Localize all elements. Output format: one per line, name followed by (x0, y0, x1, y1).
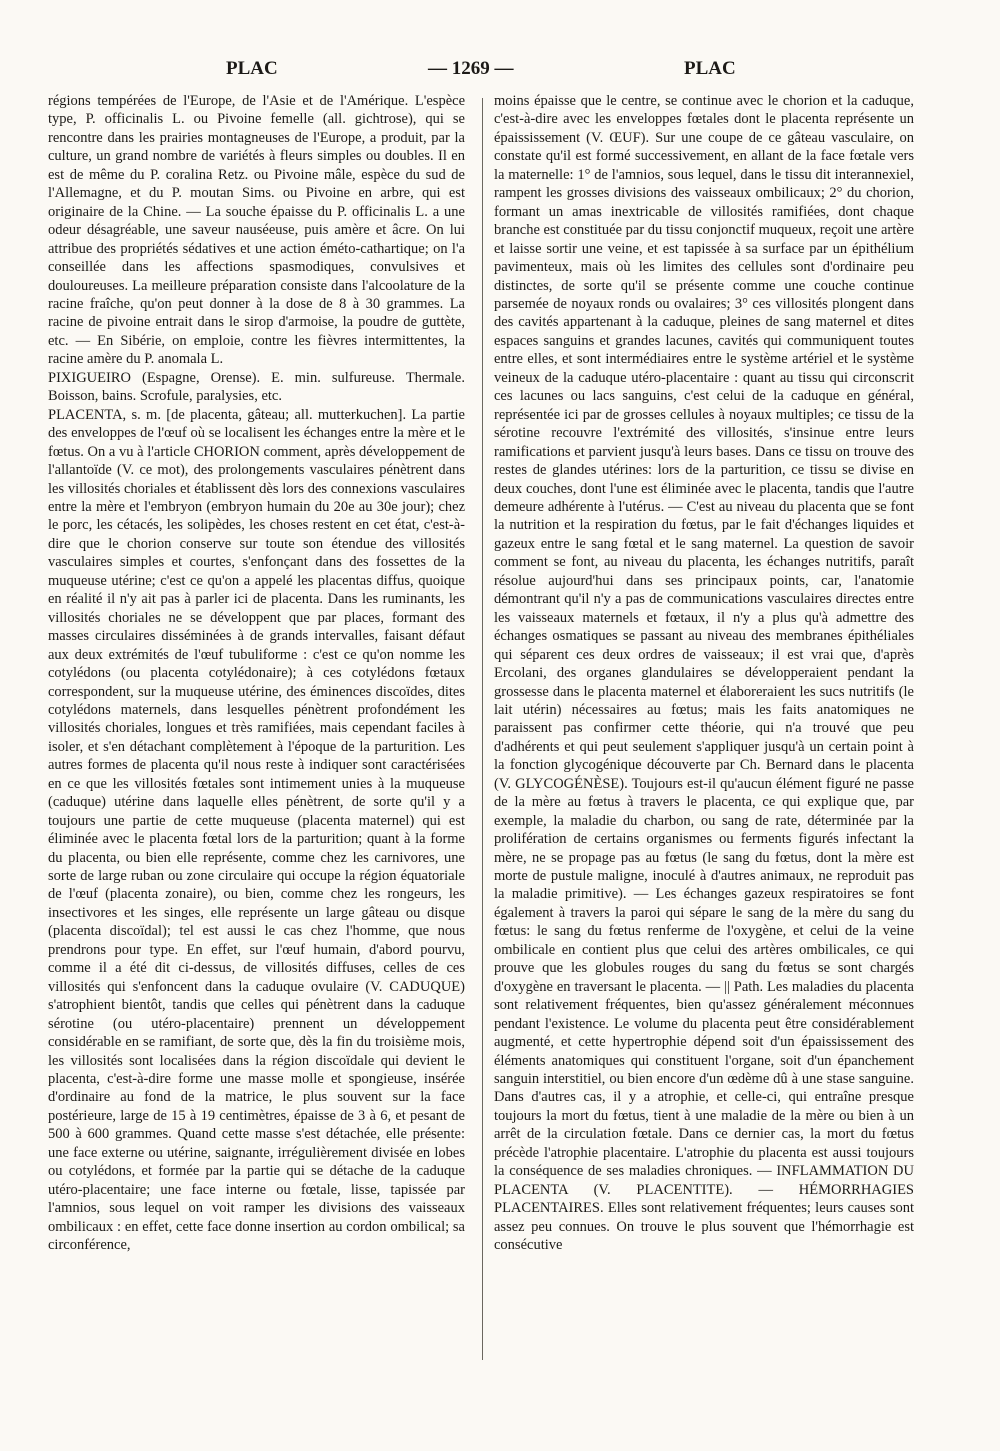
right-column (494, 92, 914, 1255)
header-left-word: PLAC (226, 58, 278, 79)
placenta-continued: moins épaisse que le centre, se continue avec le chorion et la caduque, c'est-à-dire avec les enveloppes fœtales dont le placenta représente un épaississement (V. ŒUF). Sur une coupe de ce gâteau vasculaire, on constate qu'il est formé successivement, en allant de la face fœtale vers la maternelle: 1° de l'amnios, sous lequel, dans le tissu dit interannexiel, rampent les grosses divisions des vaisseaux ombilicaux; 2° du chorion, formant un amas inextricable de villosités ramifiées, dont chaque branche est constituée par du tissu conjonctif muqueux, reçoit une artère et laisse sortir une veine, et est tapissée à sa surface par un épithélium pavimenteux, mais où les limites des cellules sont d'ordinaire peu distinctes, de sorte qu'il se présente comme une couche continue parsemée de noyaux ronds ou ovalaires; 3° ces villosités plongent dans des cavités appartenant à la caduque, pleines de sang maternel et dites espaces sanguins et grandes lacunes, cavités qui communiquent toutes entre elles, et sont intermédiaires entre le système artériel et le système veineux de la caduque utéro-placentaire : quant au tissu qui circonscrit ces lacunes ou lacs sanguins, c'est celui de la caduque en général, représentée ici par de grosses cellules à noyaux multiples; ce tissu de la sérotine recouvre l'extrémité des villosités, s'insinue entre leurs ramifications et parvient jusqu'à leurs bases. Dans ce tissu on trouve des restes de glandes utérines: lors de la parturition, ce tissu se divise en deux couches, dont l'une est éliminée avec le placenta, tandis que l'autre demeure adhérente à l'utérus. — C'est au niveau du placenta que se font la nutrition et la respiration du fœtus, par le fait d'échanges liquides et gazeux entre le sang fœtal et le sang maternel. La question de savoir comment se font, au niveau du placenta, les échanges nutritifs, paraît résolue aujourd'hui dans ses principaux points, car, l'anatomie démontrant qu'il n'y a pas de communications vasculaires directes entre les vaisseaux maternels et fœtaux, il n'y a plus qu'à admettre des échanges osmatiques se passant au niveau des membranes épithéliales qui séparent ces deux ordres de vaisseaux; il est vrai que, d'après Ercolani, des organes glandulaires se développeraient pendant la grossesse dans le placenta maternel et élaboreraient les sucs nutritifs (le lait utérin) nécessaires au fœtus; mais les faits anatomiques ne paraissent pas confirmer cette théorie, qui n'a trouvé que peu d'adhérents et qui peut seulement s'appliquer jusqu'à un certain point à la fonction glycogénique découverte par Ch. Bernard dans le placenta (V. GLYCOGÉNÈSE). Toujours est-il qu'aucun élément figuré ne passe de la mère au fœtus à travers le placenta, ce qui explique que, par exemple, la maladie du charbon, ou sang de rate, déterminée par la prolifération de certains organismes ou ferments figurés infectant la mère, ne se propage pas au fœtus (le sang du fœtus, dont la mère est morte de pustule maligne, inoculé à d'autres animaux, ne reproduit pas la maladie primitive). — Les échanges gazeux respiratoires se font également à travers la paroi qui sépare le sang de la mère du sang du fœtus: le sang du fœtus renferme de l'oxygène, et celui de la veine ombilicale en contient plus que celui des artères ombilicales, ce qui prouve que les globules rouges du sang du fœtus se sont chargés d'oxygène en traversant le placenta. — || Path. Les maladies du placenta sont relativement fréquentes, bien qu'assez généralement méconnues pendant l'existence. Le volume du placenta peut être considérablement augmenté, et cette hypertrophie dépend soit d'un épaississement des éléments anatomiques qui constituent l'organe, soit d'un épanchement sanguin interstitiel, ou bien encore d'un œdème dû à une stase sanguine. Dans d'autres cas, il y a atrophie, et celle-ci, qui entraîne presque toujours la mort du fœtus, tient à une maladie de la mère ou bien à un arrêt de la circulation fœtale. Dans ce dernier cas, la mort du fœtus précède l'atrophie placentaire. L'atrophie du placenta est aussi toujours la conséquence de ses maladies chroniques. — INFLAMMATION DU PLACENTA (V. PLACENTITE). — HÉMORRHAGIES PLACENTAIRES. Elles sont relativement fréquentes; leurs causes sont assez peu connues. On trouve le plus souvent que l'hémorrhagie est consécutive (494, 93, 914, 1254)
placenta-entry: PLACENTA, s. m. [de placenta, gâteau; all. mutterkuchen]. La partie des enveloppes de l'œuf où se localisent les échanges entre la mère et le fœtus. On a vu à l'article CHORION comment, après développement de l'allantoïde (V. ce mot), des prolongements vasculaires pénètrent dans les villosités choriales et établissent dès lors des connexions vasculaires entre la mère et l'embryon (embryon humain du 20e au 30e jour); chez le porc, les cétacés, les solipèdes, les choses restent en cet état, c'est-à-dire que le chorion conserve sur toute son étendue des villosités vasculaires simples et courtes, s'enfonçant dans des fossettes de la muqueuse utérine; c'est ce qu'on a appelé les placentas diffus, quoique en réalité il n'y ait pas à parler ici de placenta. Dans les ruminants, les villosités choriales ne se développent que par places, formant des masses circulaires disséminées à de grands intervalles, faisant défaut aux deux extrémités de l'œuf tubuliforme : c'est ce qu'on nomme les cotylédons (ou placenta cotylédonaire); à ces cotylédons fœtaux correspondent, sur la muqueuse utérine, des éminences discoïdes, dites cotylédons maternels, dans lesquelles pénètrent profondément les villosités choriales, longues et très ramifiées, mais cependant faciles à isoler, et s'en détachant complètement à l'époque de la parturition. Les autres formes de placenta qu'il nous reste à indiquer sont caractérisées en ce que les villosités fœtales sont intimement unies à la muqueuse (caduque) utérine dans laquelle elles pénètrent, de sorte qu'il y a toujours une partie de cette muqueuse (placenta maternel) qui est éliminée avec le placenta fœtal lors de la parturition; quant à la forme du placenta, ou bien elle représente, comme chez les carnivores, une sorte de large ruban ou zone circulaire qui occupe la région équatoriale de l'œuf (placenta zonaire), ou bien, comme chez les rongeurs, les insectivores et les singes, elle représente un large gâteau ou disque (placenta discoïdal); tel est aussi le cas chez l'homme, que nous prendrons pour type. En effet, sur l'œuf humain, d'abord pourvu, comme il a été dit ci-dessus, de villosités diffuses, celles de ces villosités qui s'enfoncent dans la caduque ovulaire (V. CADUQUE) s'atrophient bientôt, tandis que celles qui pénètrent dans la caduque sérotine (ou utéro-placentaire) prennent un développement considérable en se ramifiant, de sorte que, dès la fin du troisième mois, les villosités sont localisées dans la région discoïdale qui devient le placenta, c'est-à-dire forme une masse molle et spongieuse, insérée d'ordinaire au fond de la matrice, le plus souvent sur la face postérieure, large de 15 à 19 centimètres, épaisse de 3 à 6, et pesant de 500 à 600 grammes. Quand cette masse s'est détachée, elle présente: une face externe ou utérine, saignante, irrégulièrement divisée en lobes ou cotylédons, et formée par la partie qui se détache de la caduque utéro-placentaire; une face interne ou fœtale, lisse, tapissée par l'amnios, sous lequel on voit ramper les divisions des vaisseaux ombilicaux : en effet, cette face donne insertion au cordon ombilical; sa circonférence, (48, 406, 465, 1254)
left-column (48, 92, 465, 1255)
pivoine-paragraph: régions tempérées de l'Europe, de l'Asie et de l'Amérique. L'espèce type, P. officinalis L. ou Pivoine femelle (all. gichtrose), qui se rencontre dans les prairies montagneuses de l'Europe, a produit, par la culture, un grand nombre de variétés à fleurs simples ou doubles. Il en est de même du P. coralina Retz. ou Pivoine mâle, espèce du sud de l'Allemagne, et du P. moutan Sims. ou Pivoine en arbre, qui est originaire de la Chine. — La souche épaisse du P. officinalis L. a une odeur désagréable, une saveur nauséeuse, puis amère et âcre. On lui attribue des propriétés sédatives et une action éméto-cathartique; on l'a conseillée dans les affections spasmodiques, convulsives et douloureuses. La meilleure préparation consiste dans l'alcoolature de la racine fraîche, qu'on peut donner à la dose de 8 à 30 grammes. La racine de pivoine entrait dans le sirop d'armoise, la poudre de guttète, etc. — En Sibérie, on emploie, contre les fièvres intermittentes, la racine amère du P. anomala L. (48, 93, 465, 368)
header-right-word: PLAC (684, 58, 736, 79)
pixigueiro-entry: PIXIGUEIRO (Espagne, Orense). E. min. sulfureuse. Thermale. Boisson, bains. Scrofule, paralysies, etc. (48, 369, 465, 405)
page-number: — 1269 — (428, 58, 514, 79)
column-divider (482, 98, 483, 1360)
running-header (48, 52, 926, 84)
